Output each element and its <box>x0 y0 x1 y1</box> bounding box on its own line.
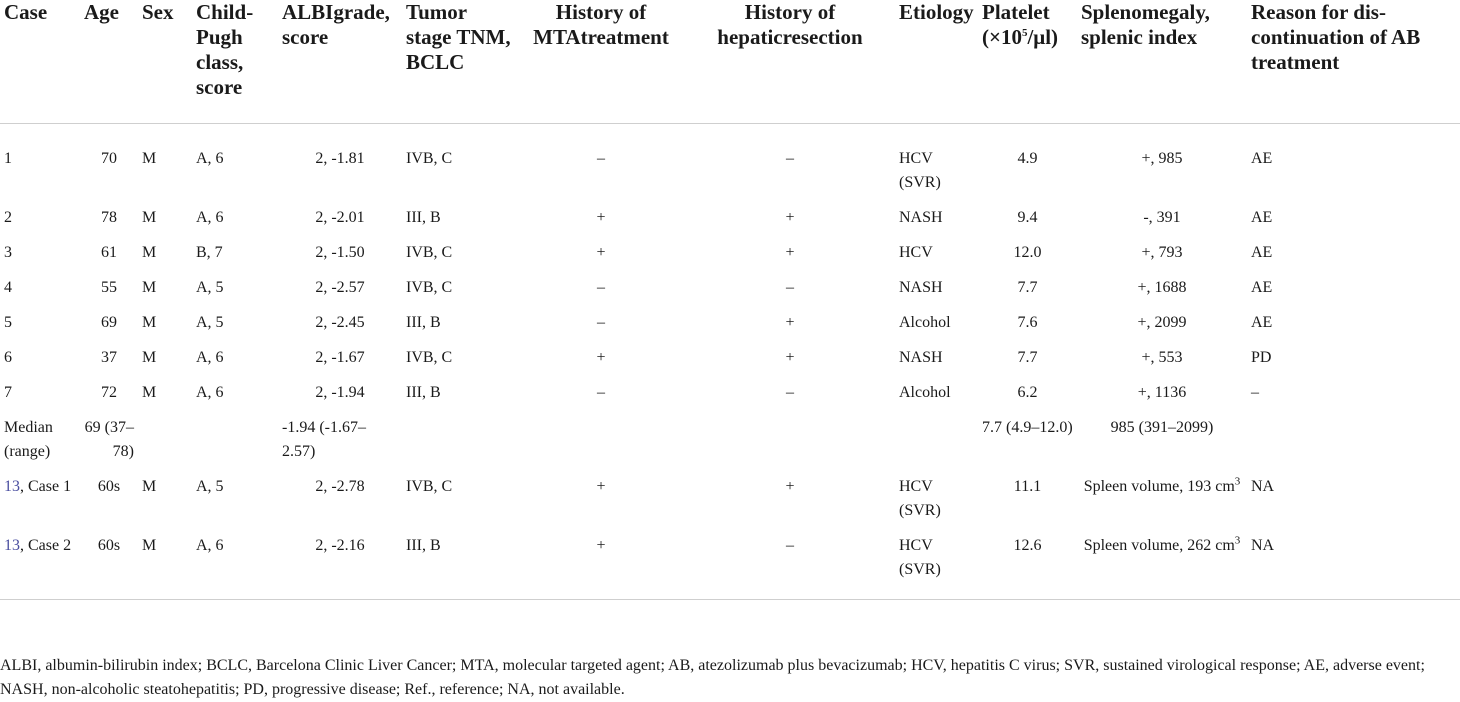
cell-tumor-stage: IVB, C <box>406 349 453 366</box>
cell-reason: AE <box>1251 209 1273 226</box>
median-row <box>0 416 1460 475</box>
cell-reason: NA <box>1251 478 1275 495</box>
table-row <box>0 206 1460 241</box>
cell-mta: – <box>597 384 605 401</box>
cell-mta: + <box>596 478 606 495</box>
header-case: Case <box>4 0 48 24</box>
cell-age: 70 <box>101 150 117 167</box>
cell-mta: + <box>596 349 606 366</box>
cell-case: 5 <box>4 314 12 331</box>
cell-albi: 2, -2.45 <box>315 314 365 331</box>
cell-resection: – <box>786 150 794 167</box>
cell-tumor-stage: III, B <box>406 384 441 401</box>
cell-etiology: Alcohol <box>899 384 951 401</box>
header-resection-history: History of hepaticresection <box>717 0 863 49</box>
cell-etiology: HCV (SVR) <box>899 150 941 191</box>
cell-reason: AE <box>1251 150 1273 167</box>
cell-tumor-stage: IVB, C <box>406 244 453 261</box>
reference-link[interactable]: 13 <box>4 478 20 495</box>
header-age: Age <box>84 0 119 24</box>
cell-albi: 2, -2.16 <box>315 537 365 554</box>
cell-reason: – <box>1251 384 1259 401</box>
cell-mta: – <box>597 150 605 167</box>
cell-child-pugh: A, 6 <box>196 209 224 226</box>
cell-splenic: +, 1136 <box>1137 384 1187 401</box>
header-row <box>0 0 1460 124</box>
cell-reason <box>1247 416 1460 475</box>
cell-splenic <box>1077 475 1247 534</box>
cell-platelet: 9.4 <box>1017 209 1038 226</box>
cell-platelet: 7.7 (4.9–12.0) <box>982 419 1073 436</box>
cell-platelet: 7.7 <box>1017 349 1038 366</box>
reference-link[interactable]: 13 <box>4 537 20 554</box>
cell-age: 78 <box>101 209 117 226</box>
cell-age: 69 (37–78) <box>84 419 134 460</box>
cell-mta: – <box>597 314 605 331</box>
cell-mta: + <box>596 537 606 554</box>
cell-resection <box>685 416 895 475</box>
header-platelet-exponent: 5 <box>1021 27 1028 39</box>
case-label: , Case 2 <box>20 537 72 554</box>
cell-albi: -1.94 (-1.67–2.57) <box>282 419 366 460</box>
cell-splenic: +, 793 <box>1141 244 1183 261</box>
cell-sex: M <box>142 279 157 296</box>
cell-sex: M <box>142 314 157 331</box>
reference-row <box>0 475 1460 534</box>
spleen-volume-text: Spleen volume, 262 cm <box>1083 537 1235 554</box>
cell-mta: – <box>597 279 605 296</box>
reference-row <box>0 534 1460 600</box>
cell-resection: + <box>785 244 795 261</box>
header-splenomegaly: Splenomegaly, splenic index <box>1081 0 1210 49</box>
cell-albi: 2, -1.94 <box>315 384 365 401</box>
cell-case: 2 <box>4 209 12 226</box>
cell-albi: 2, -2.78 <box>315 478 365 495</box>
cell-age: 60s <box>97 478 121 495</box>
cell-splenic: -, 391 <box>1143 209 1181 226</box>
cell-case <box>0 475 80 534</box>
cell-case: Median (range) <box>4 419 53 460</box>
table-footnote: ALBI, albumin-bilirubin index; BCLC, Barcelona Clinic Liver Cancer; MTA, molecular targeted agent; AB, atezolizumab plus bevacizumab; HCV, hepatitis C virus; SVR, sustained virological response; AE, adverse event; NASH, non-alcoholic steatohepatitis; PD, progressive disease; Ref., reference; NA, not available. <box>0 657 1425 698</box>
cell-child-pugh: A, 6 <box>196 150 224 167</box>
cell-etiology: NASH <box>899 209 943 226</box>
cell-tumor-stage <box>402 416 517 475</box>
cell-age: 55 <box>101 279 117 296</box>
cell-case: 3 <box>4 244 12 261</box>
table-row <box>0 311 1460 346</box>
cell-etiology: NASH <box>899 279 943 296</box>
cell-resection: + <box>785 314 795 331</box>
cell-mta: + <box>596 244 606 261</box>
spleen-volume-exponent: 3 <box>1234 475 1241 488</box>
cell-etiology: HCV <box>899 244 933 261</box>
header-tumor-stage: Tumor stage TNM, BCLC <box>406 0 511 74</box>
cell-resection: + <box>785 209 795 226</box>
cell-resection: – <box>786 537 794 554</box>
cell-albi: 2, -1.50 <box>315 244 365 261</box>
cell-child-pugh: A, 6 <box>196 537 224 554</box>
cell-sex: M <box>142 244 157 261</box>
header-reason: Reason for dis-continuation of AB treatment <box>1251 0 1421 74</box>
cell-case: 1 <box>4 150 12 167</box>
cell-sex <box>138 416 192 475</box>
cell-etiology: HCV (SVR) <box>899 537 941 578</box>
cell-platelet: 7.6 <box>1017 314 1038 331</box>
cell-reason: PD <box>1251 349 1272 366</box>
cell-age: 69 <box>101 314 117 331</box>
cell-etiology <box>895 416 978 475</box>
cell-resection: + <box>785 478 795 495</box>
cell-platelet: 6.2 <box>1017 384 1038 401</box>
spleen-volume-text: Spleen volume, 193 cm <box>1083 478 1235 495</box>
cell-etiology: NASH <box>899 349 943 366</box>
cell-case <box>0 534 80 600</box>
cell-child-pugh: B, 7 <box>196 244 223 261</box>
cell-child-pugh: A, 6 <box>196 349 224 366</box>
cell-tumor-stage: III, B <box>406 209 441 226</box>
cell-child-pugh: A, 5 <box>196 478 224 495</box>
cell-splenic: +, 1688 <box>1137 279 1187 296</box>
cell-reason: NA <box>1251 537 1275 554</box>
header-mta-history: History of MTAtreatment <box>533 0 669 49</box>
cell-tumor-stage: IVB, C <box>406 150 453 167</box>
cell-splenic: +, 985 <box>1141 150 1183 167</box>
cell-sex: M <box>142 150 157 167</box>
table-row <box>0 124 1460 207</box>
cell-platelet: 7.7 <box>1017 279 1038 296</box>
cell-albi: 2, -2.57 <box>315 279 365 296</box>
cell-tumor-stage: III, B <box>406 537 441 554</box>
cell-albi: 2, -1.67 <box>315 349 365 366</box>
cell-age: 60s <box>97 537 121 554</box>
header-platelet-text: Platelet (×10 <box>982 0 1050 49</box>
cell-case: 7 <box>4 384 12 401</box>
cell-sex: M <box>142 478 157 495</box>
cell-case: 4 <box>4 279 12 296</box>
cell-mta <box>517 416 685 475</box>
cell-resection: – <box>786 384 794 401</box>
cell-age: 61 <box>101 244 117 261</box>
cell-etiology: Alcohol <box>899 314 951 331</box>
cell-splenic: 985 (391–2099) <box>1110 419 1214 436</box>
cell-platelet: 12.6 <box>1013 537 1042 554</box>
cell-platelet: 11.1 <box>1013 478 1042 495</box>
header-platelet <box>978 0 1077 124</box>
header-sex: Sex <box>142 0 174 24</box>
cell-splenic: +, 2099 <box>1137 314 1187 331</box>
cell-albi: 2, -2.01 <box>315 209 365 226</box>
cell-albi: 2, -1.81 <box>315 150 365 167</box>
table-row <box>0 346 1460 381</box>
cell-mta: + <box>596 209 606 226</box>
table-row <box>0 276 1460 311</box>
cell-case: 6 <box>4 349 12 366</box>
cell-tumor-stage: IVB, C <box>406 478 453 495</box>
cell-tumor-stage: IVB, C <box>406 279 453 296</box>
cell-splenic: +, 553 <box>1141 349 1183 366</box>
header-etiology: Etiology <box>899 0 974 24</box>
cell-child-pugh <box>192 416 278 475</box>
cell-sex: M <box>142 384 157 401</box>
cell-reason: AE <box>1251 279 1273 296</box>
cell-tumor-stage: III, B <box>406 314 441 331</box>
cell-sex: M <box>142 537 157 554</box>
cell-sex: M <box>142 209 157 226</box>
cell-resection: + <box>785 349 795 366</box>
cell-sex: M <box>142 349 157 366</box>
table-row <box>0 381 1460 416</box>
cell-platelet: 12.0 <box>1013 244 1042 261</box>
cell-reason: AE <box>1251 244 1273 261</box>
cell-child-pugh: A, 5 <box>196 279 224 296</box>
header-child-pugh: Child-Pugh class, score <box>196 0 254 99</box>
cell-child-pugh: A, 5 <box>196 314 224 331</box>
cell-resection: – <box>786 279 794 296</box>
case-label: , Case 1 <box>20 478 72 495</box>
cell-age: 37 <box>101 349 117 366</box>
cell-age: 72 <box>101 384 117 401</box>
header-albi: ALBIgrade, score <box>282 0 390 49</box>
cell-reason: AE <box>1251 314 1273 331</box>
spleen-volume-exponent: 3 <box>1234 534 1241 547</box>
cell-platelet: 4.9 <box>1017 150 1038 167</box>
cell-splenic <box>1077 534 1247 600</box>
header-platelet-unit: /μl) <box>1027 25 1059 49</box>
cell-etiology: HCV (SVR) <box>899 478 941 519</box>
cell-child-pugh: A, 6 <box>196 384 224 401</box>
table-row <box>0 241 1460 276</box>
